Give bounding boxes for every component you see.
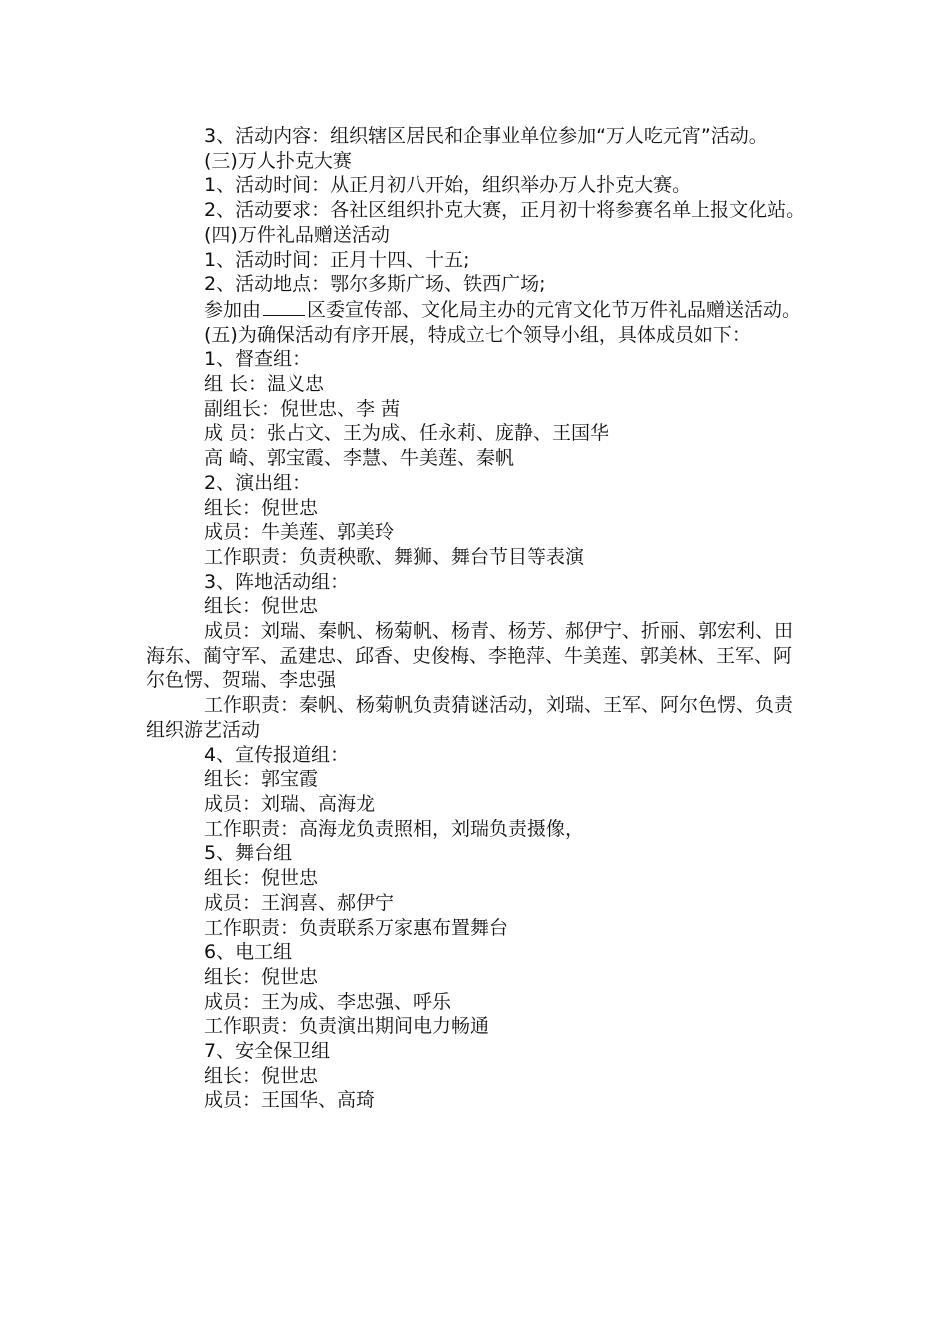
group-title-publicity: 4、宣传报道组： [204,743,350,766]
group-title-electrical: 6、电工组 [204,941,293,964]
section-heading-poker-contest: (三)万人扑克大赛 [204,149,352,172]
paragraph-gift-location: 2、活动地点：鄂尔多斯广场、铁西广场; [204,273,546,296]
gift-organizer-prefix: 参加由 [204,298,262,321]
group-leader-security: 组长：倪世忠 [204,1064,319,1087]
group-title-supervision: 1、督查组： [204,348,312,371]
paragraph-activity-content: 3、活动内容：组织辖区居民和企事业单位参加“万人吃元宵”活动。 [204,125,768,147]
document-body [146,124,806,1113]
group-duty-stage: 工作职责：负责联系万家惠布置舞台 [204,916,509,939]
group-title-stage: 5、舞台组 [204,842,293,865]
group-members-performance: 成员：牛美莲、郭美玲 [204,521,395,544]
paragraph-gift-time: 1、活动时间：正月十四、十五; [204,248,470,271]
group-members-venue-activities: 成员：刘瑞、秦帆、杨菊帆、杨青、杨芳、郝伊宁、折丽、郭宏利、田海东、蔺守军、孟建忠、邱香、史俊梅、李艳萍、牛美莲、郭美林、王军、阿尔色愣、贺瑞、李忠强 [146,620,794,692]
group-duty-publicity: 工作职责：高海龙负责照相，刘瑞负责摄像， [204,817,585,840]
group-members-supervision: 成 员：张占文、王为成、任永莉、庞静、王国华 [204,422,610,445]
group-title-venue-activities: 3、阵地活动组： [204,570,350,593]
group-members-stage: 成员：王润喜、郝伊宁 [204,891,395,914]
blank-underline [263,297,305,316]
group-title-performance: 2、演出组： [204,471,312,494]
group-duty-electrical: 工作职责：负责演出期间电力畅通 [204,1015,490,1038]
paragraph-poker-requirement: 2、活动要求：各社区组织扑克大赛，正月初十将参赛名单上报文化站。 [204,199,806,222]
group-deputy-supervision: 副组长：倪世忠、李 茜 [204,397,401,420]
group-leader-performance: 组长：倪世忠 [204,496,319,519]
group-leader-publicity: 组长：郭宝霞 [204,768,319,791]
section-heading-gift-activity: (四)万件礼品赠送活动 [204,223,390,246]
group-members-supervision-cont: 高 崎、郭宝霞、李慧、牛美莲、秦帆 [204,447,515,470]
section-heading-leadership-groups: (五)为确保活动有序开展，特成立七个领导小组，具体成员如下： [204,323,751,346]
group-leader-venue-activities: 组长：倪世忠 [204,595,319,618]
gift-organizer-text: 区委宣传部、文化局主办的元宵文化节万件礼品赠送活动。 [307,298,802,321]
group-leader-stage: 组长：倪世忠 [204,867,319,890]
paragraph-poker-time: 1、活动时间：从正月初八开始，组织举办万人扑克大赛。 [204,174,692,197]
paragraph-gift-organizer [146,297,806,323]
group-duty-performance: 工作职责：负责秧歌、舞狮、舞台节目等表演 [204,545,585,568]
group-leader-electrical: 组长：倪世忠 [204,965,319,988]
group-members-publicity: 成员：刘瑞、高海龙 [204,792,376,815]
group-members-security: 成员：王国华、高琦 [204,1089,376,1112]
group-members-electrical: 成员：王为成、李忠强、呼乐 [204,990,452,1013]
group-duty-venue-activities: 工作职责：秦帆、杨菊帆负责猜谜活动，刘瑞、王军、阿尔色愣、负责组织游艺活动 [146,694,794,741]
group-leader-supervision: 组 长：温义忠 [204,373,325,396]
group-title-security: 7、安全保卫组 [204,1040,331,1063]
